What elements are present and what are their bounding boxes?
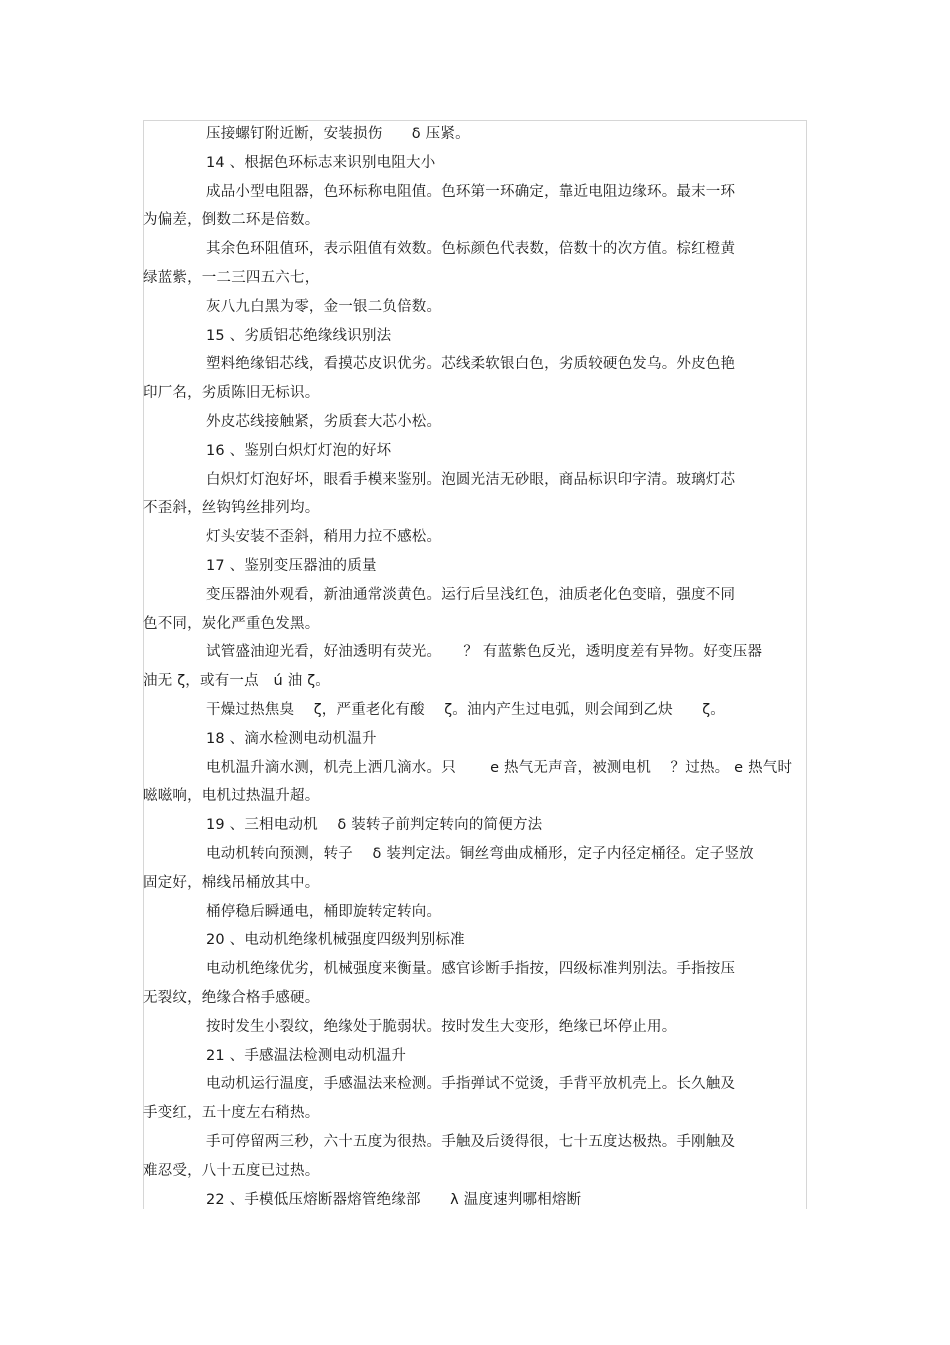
text-line: 18 、滴水检测电动机温升: [206, 730, 377, 747]
text-line: 手变红，五十度左右稍热。: [143, 1105, 320, 1122]
text-line: 22 、手模低压熔断器熔管绝缘部 λ 温度速判哪相熔断: [206, 1191, 582, 1208]
text-line: 14 、根据色环标志来识别电阻大小: [206, 154, 436, 171]
text-line: 变压器油外观看，新油通常淡黄色。运行后呈浅红色，油质老化色变暗，强度不同: [206, 586, 736, 603]
text-line: 色不同，炭化严重色发黑。: [143, 615, 320, 632]
text-line: 嗞嗞响，电机过热温升超。: [143, 788, 320, 805]
text-line: 手可停留两三秒，六十五度为很热。手触及后烫得很，七十五度达极热。手刚触及: [206, 1134, 736, 1150]
text-line: 17 、鉴别变压器油的质量: [206, 558, 377, 574]
text-line: 塑料绝缘铝芯线，看摸芯皮识优劣。芯线柔软银白色，劣质较硬色发乌。外皮色艳: [206, 356, 736, 373]
text-line: 21 、手感温法检测电动机温升: [206, 1047, 407, 1064]
text-line: 外皮芯线接触紧，劣质套大芯小松。: [206, 414, 442, 430]
text-line: 绿蓝紫，一二三四五六七，: [143, 270, 320, 286]
text-line: 难忍受，八十五度已过热。: [143, 1162, 320, 1179]
text-line: 油无 ζ，或有一点 ú 油 ζ。: [143, 673, 330, 690]
text-line: 成品小型电阻器，色环标称电阻值。色环第一环确定，靠近电阻边缘环。最末一环: [206, 183, 736, 200]
text-line: 19 、三相电动机 δ 装转子前判定转向的简便方法: [206, 817, 543, 834]
text-line: 电动机运行温度，手感温法来检测。手指弹试不觉烫，手背平放机壳上。长久触及: [206, 1076, 736, 1093]
text-line: 电机温升滴水测，机壳上洒几滴水。只 e 热气无声音，被测电机 ？过热。 e 热气时: [206, 759, 793, 776]
text-line: 为偏差，倒数二环是倍数。: [143, 212, 320, 229]
text-line: 按时发生小裂纹，绝缘处于脆弱状。按时发生大变形，绝缘已坏停止用。: [206, 1018, 677, 1035]
text-line: 固定好，棉线吊桶放其中。: [143, 874, 320, 891]
text-line: 压接螺钉附近断，安装损伤 δ 压紧。: [206, 126, 470, 142]
text-line: 15 、劣质铝芯绝缘线识别法: [206, 327, 392, 344]
text-line: 印厂名，劣质陈旧无标识。: [143, 385, 320, 402]
text-line: 灯头安装不歪斜，稍用力拉不感松。: [206, 529, 442, 546]
text-line: 桶停稳后瞬通电，桶即旋转定转向。: [206, 903, 442, 920]
text-line: 电动机转向预测，转子 δ 装判定法。铜丝弯曲成桶形，定子内径定桶径。定子竖放: [206, 846, 754, 862]
text-line: 其余色环阻值环，表示阻值有效数。色标颜色代表数，倍数十的次方值。棕红橙黄: [206, 241, 736, 258]
text-line: 无裂纹，绝缘合格手感硬。: [143, 990, 320, 1006]
text-line: 白炽灯灯泡好坏，眼看手模来鉴别。泡圆光洁无砂眼，商品标识印字清。玻璃灯芯: [206, 471, 736, 488]
text-line: 20 、电动机绝缘机械强度四级判别标准: [206, 932, 465, 949]
text-line: 干燥过热焦臭 ζ，严重老化有酸 ζ。油内产生过电弧，则会闻到乙炔 ζ。: [206, 702, 725, 718]
text-line: 试管盛油迎光看，好油透明有荧光。 ？ 有蓝紫色反光，透明度差有异物。好变压器: [206, 644, 763, 661]
text-line: 16 、鉴别白炽灯灯泡的好坏: [206, 442, 392, 459]
text-line: 灰八九白黑为零，金一银二负倍数。: [206, 298, 442, 315]
text-line: 电动机绝缘优劣，机械强度来衡量。感官诊断手指按，四级标准判别法。手指按压: [206, 961, 736, 978]
text-line: 不歪斜，丝钩钨丝排列均。: [143, 500, 320, 517]
